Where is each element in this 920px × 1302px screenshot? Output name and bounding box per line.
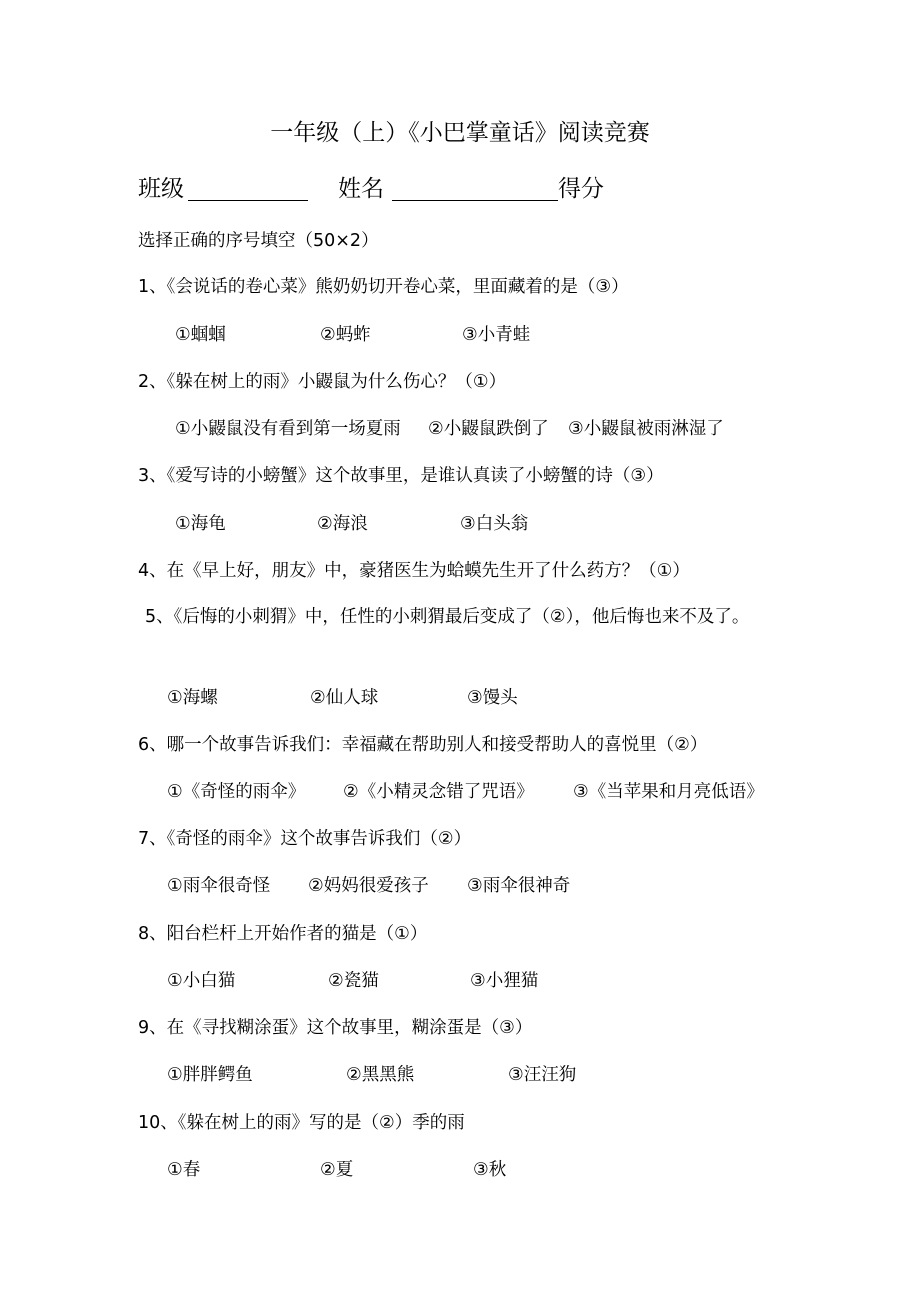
question-7: 7、《奇怪的雨伞》这个故事告诉我们（②） bbox=[138, 829, 472, 849]
question-8: 8、阳台栏杆上开始作者的猫是（①） bbox=[138, 924, 428, 944]
question-3: 3、《爱写诗的小螃蟹》这个故事里，是谁认真读了小螃蟹的诗（③） bbox=[138, 466, 664, 486]
instruction: 选择正确的序号填空（50×2） bbox=[138, 231, 379, 251]
question-2: 2、《躲在树上的雨》小鼹鼠为什么伤心？（①） bbox=[138, 372, 507, 392]
question-6: 6、哪一个故事告诉我们：幸福藏在帮助别人和接受帮助人的喜悦里（②） bbox=[138, 735, 708, 755]
question-9: 9、在《寻找糊涂蛋》这个故事里，糊涂蛋是（③） bbox=[138, 1018, 533, 1038]
class-blank[interactable] bbox=[188, 200, 308, 201]
q8-option-3: ③小狸猫 bbox=[470, 971, 539, 991]
question-1: 1、《会说话的卷心菜》熊奶奶切开卷心菜，里面藏着的是（③） bbox=[138, 277, 629, 297]
q5-option-3: ③馒头 bbox=[467, 688, 518, 708]
q3-option-3: ③白头翁 bbox=[460, 514, 529, 534]
score-label: 得分 bbox=[558, 176, 604, 202]
q1-option-1: ①蝈蝈 bbox=[175, 325, 226, 345]
q5-option-2: ②仙人球 bbox=[310, 688, 379, 708]
name-label: 姓名 bbox=[338, 176, 384, 202]
q10-option-2: ②夏 bbox=[320, 1160, 354, 1180]
q8-option-1: ①小白猫 bbox=[167, 971, 236, 991]
q9-option-1: ①胖胖鳄鱼 bbox=[167, 1065, 253, 1085]
question-10: 10、《躲在树上的雨》写的是（②）季的雨 bbox=[138, 1113, 465, 1133]
q2-option-2: ②小鼹鼠跌倒了 bbox=[428, 419, 549, 439]
q6-option-2: ②《小精灵念错了咒语》 bbox=[343, 782, 534, 802]
q7-option-1: ①雨伞很奇怪 bbox=[167, 876, 271, 896]
q1-option-2: ②蚂蚱 bbox=[320, 325, 371, 345]
q6-option-3: ③《当苹果和月亮低语》 bbox=[573, 782, 764, 802]
q2-option-3: ③小鼹鼠被雨淋湿了 bbox=[568, 419, 724, 439]
question-5: 5、《后悔的小刺猬》中，任性的小刺猬最后变成了（②），他后悔也来不及了。 bbox=[145, 607, 750, 627]
q10-option-1: ①春 bbox=[167, 1160, 201, 1180]
class-label: 班级 bbox=[138, 176, 184, 202]
q6-option-1: ①《奇怪的雨伞》 bbox=[167, 782, 306, 802]
q7-option-2: ②妈妈很爱孩子 bbox=[308, 876, 429, 896]
q9-option-3: ③汪汪狗 bbox=[508, 1065, 577, 1085]
question-4: 4、在《早上好，朋友》中，豪猪医生为蛤蟆先生开了什么药方？（①） bbox=[138, 561, 690, 581]
q8-option-2: ②瓷猫 bbox=[328, 971, 379, 991]
name-blank[interactable] bbox=[392, 200, 558, 201]
q5-option-1: ①海螺 bbox=[167, 688, 218, 708]
page-title: 一年级（上）《小巴掌童话》阅读竞赛 bbox=[270, 120, 650, 146]
q10-option-3: ③秋 bbox=[473, 1160, 507, 1180]
q2-option-1: ①小鼹鼠没有看到第一场夏雨 bbox=[175, 419, 401, 439]
q3-option-1: ①海龟 bbox=[175, 514, 226, 534]
q9-option-2: ②黑黑熊 bbox=[346, 1065, 415, 1085]
q1-option-3: ③小青蛙 bbox=[462, 325, 531, 345]
q7-option-3: ③雨伞很神奇 bbox=[467, 876, 571, 896]
q3-option-2: ②海浪 bbox=[317, 514, 368, 534]
